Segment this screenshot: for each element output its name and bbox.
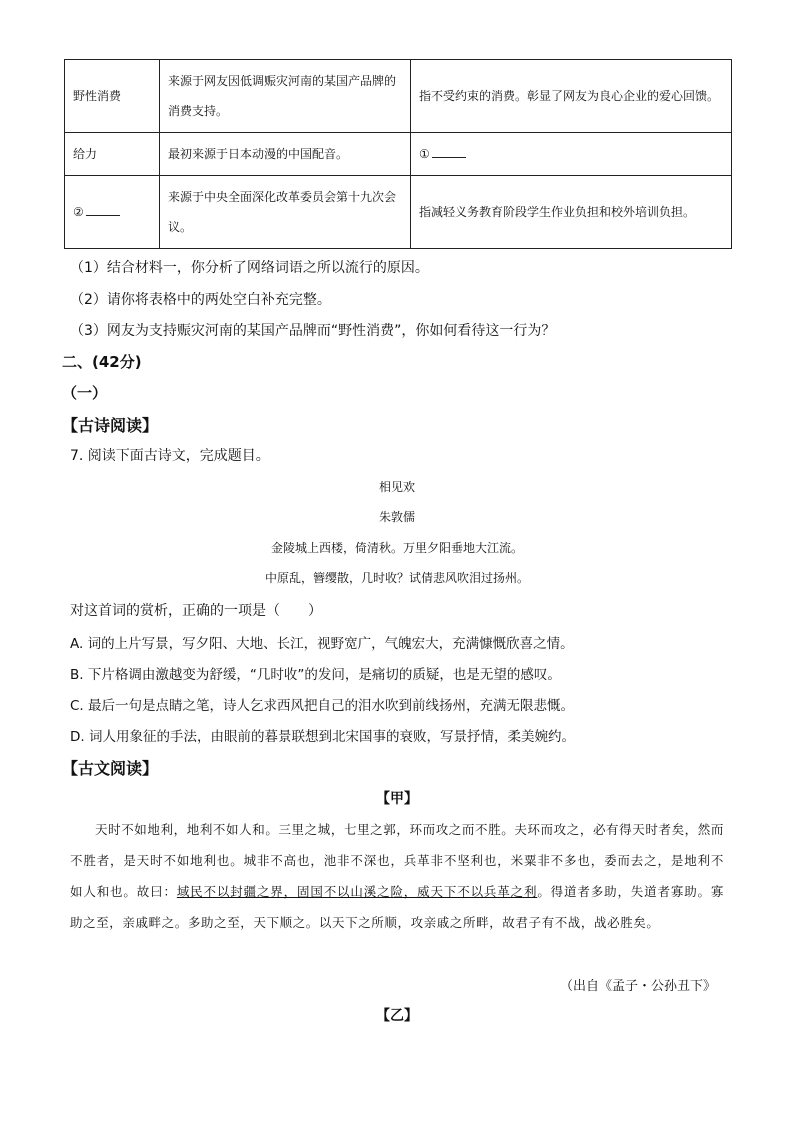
question-7: 7. 阅读下面古诗文，完成题目。	[70, 448, 270, 464]
question-2: （2）请你将表格中的两处空白补充完整。	[70, 292, 331, 308]
passage-jia-label: 【甲】	[376, 791, 418, 807]
subsection-heading: （一）	[62, 384, 108, 402]
term-cell: 给力	[65, 133, 160, 176]
origin-cell: 来源于中央全面深化改革委员会第十九次会议。	[160, 176, 411, 249]
passage-yi-label: 【乙】	[376, 1008, 418, 1024]
section-two-heading: 二、(42分)	[62, 353, 142, 371]
option-d[interactable]: D. 词人用象征的手法，由眼前的暮景联想到北宋国事的衰败，写景抒情，柔美婉约。	[70, 729, 575, 745]
table-row	[65, 133, 732, 176]
origin-cell: 最初来源于日本动漫的中国配音。	[160, 133, 411, 176]
option-a[interactable]: A. 词的上片写景，写夕阳、大地、长江，视野宽广，气魄宏大，充满慷慨欣喜之情。	[70, 636, 574, 652]
passage-text: 天时不如地利，地利不如人和。三里之城，七里之郭，环而攻之而不胜。夫环而攻之，必有得天时者矣，然而不胜者，是天时不如地利也。城非不高也，池非不深也，兵革非不坚利也，米粟非不多也，委而去之，是地利不如人和也。故曰：	[70, 822, 724, 899]
poem-line: 金陵城上西楼，倚清秋。万里夕阳垂地大江流。	[270, 541, 523, 555]
underlined-sentence: 域民不以封疆之界，固国不以山溪之险，威天下不以兵革之利	[176, 884, 538, 899]
blank-marker: ②	[73, 205, 84, 219]
mc-stem: 对这首词的赏析，正确的一项是（ ）	[70, 603, 322, 619]
passage-text: 。得道者多助，失道者寡助。寡助之至，亲戚畔之。多助之至，天下顺之。以天下之所顺，攻亲戚之所畔，故君子有不战，战必胜矣。	[70, 884, 725, 930]
origin-cell: 来源于网友因低调赈灾河南的某国产品牌的消费支持。	[160, 60, 411, 133]
answer-blank-2[interactable]	[86, 201, 120, 216]
meaning-cell	[411, 133, 732, 176]
poem-title: 相见欢	[378, 480, 415, 494]
meaning-cell: 指减轻义务教育阶段学生作业负担和校外培训负担。	[411, 176, 732, 249]
poem-line: 中原乱，簪缨散，几时收？试倩悲风吹泪过扬州。	[264, 571, 529, 585]
question-1: （1）结合材料一，你分析了网络词语之所以流行的原因。	[70, 260, 429, 276]
source-citation: （出自《孟子・公孙丑下》	[559, 979, 716, 994]
answer-blank-1[interactable]	[432, 143, 466, 158]
vocabulary-table	[64, 59, 732, 249]
blank-marker: ①	[419, 147, 430, 161]
table-row	[65, 60, 732, 133]
meaning-cell: 指不受约束的消费。彰显了网友为良心企业的爱心回馈。	[411, 60, 732, 133]
option-c[interactable]: C. 最后一句是点睛之笔，诗人乞求西风把自己的泪水吹到前线扬州，充满无限悲慨。	[70, 698, 575, 714]
passage-jia	[70, 814, 724, 938]
poetry-reading-heading: 【古诗阅读】	[62, 416, 159, 435]
term-cell: 野性消费	[65, 60, 160, 133]
poem-author: 朱敦儒	[378, 510, 415, 524]
term-cell	[65, 176, 160, 249]
table-row	[65, 176, 732, 249]
option-b[interactable]: B. 下片格调由激越变为舒缓，“几时收”的发问，是痛切的质疑，也是无望的感叹。	[70, 667, 561, 683]
question-3: （3）网友为支持赈灾河南的某国产品牌而“野性消费”，你如何看待这一行为？	[70, 323, 556, 339]
classical-reading-heading: 【古文阅读】	[62, 759, 159, 778]
